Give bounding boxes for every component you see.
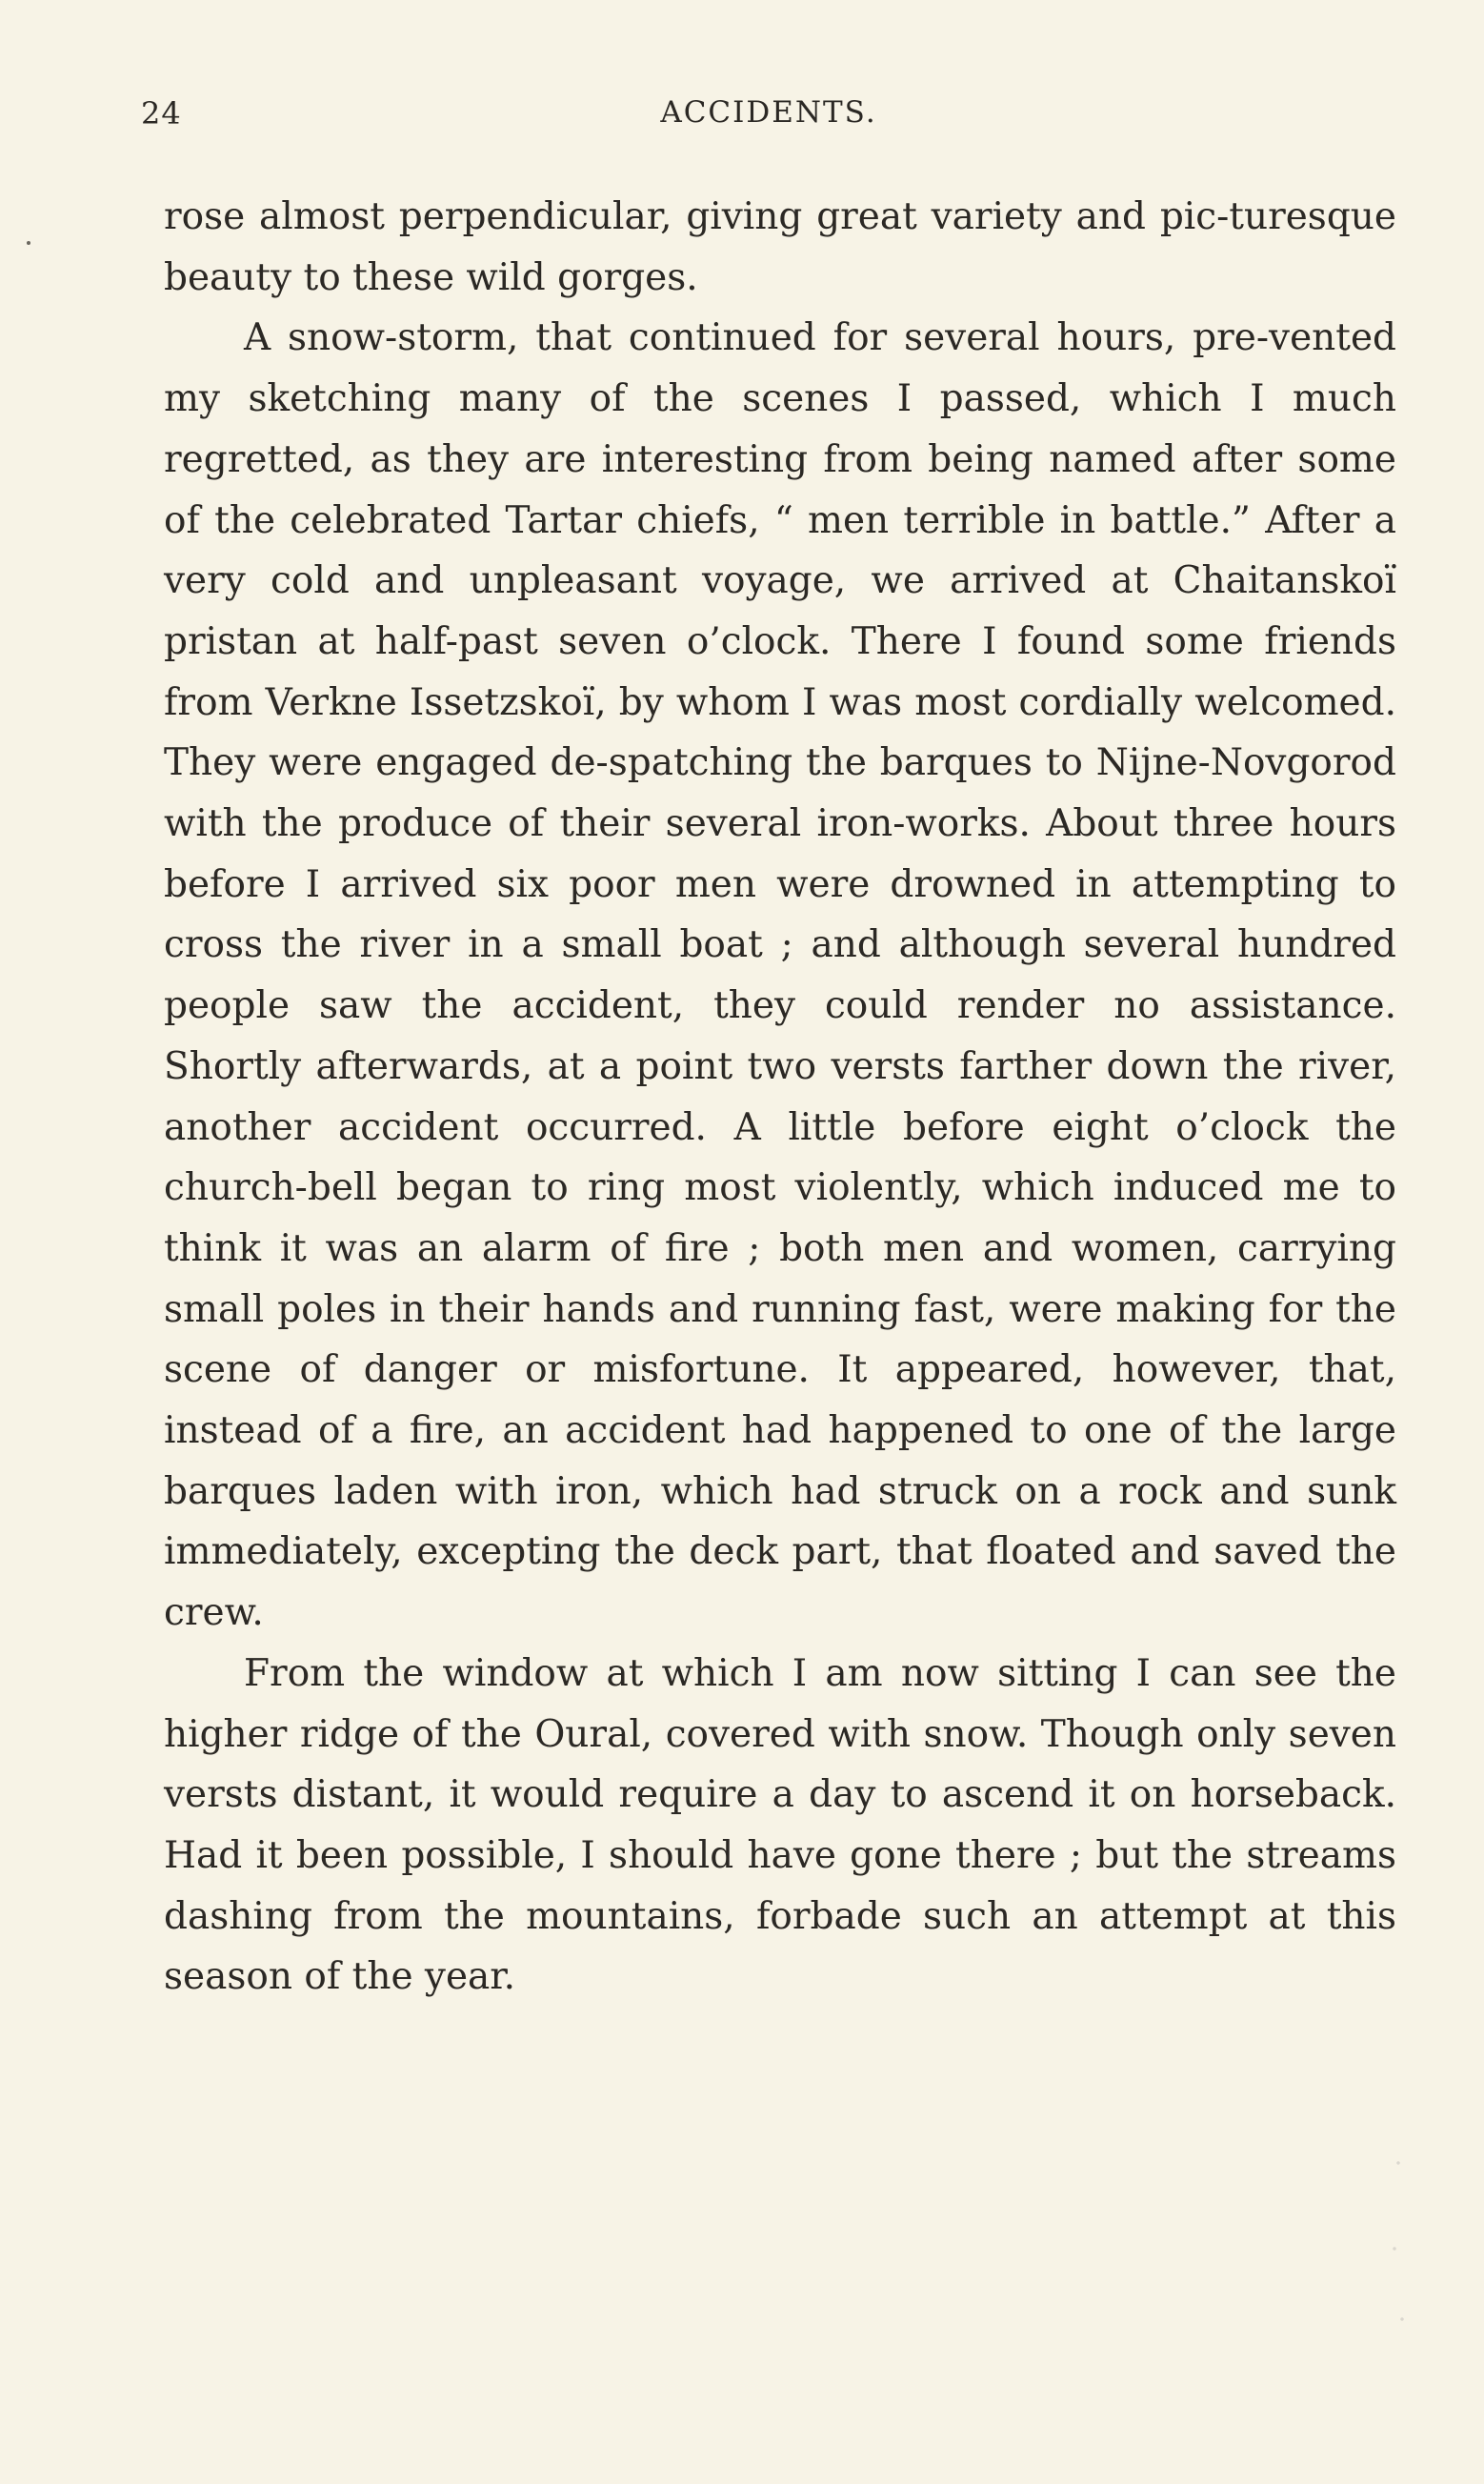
running-head: ACCIDENTS. (660, 95, 877, 130)
paragraph: From the window at which I am now sitting I can see the higher ridge of the Oural, covered with snow. Though only seven versts distant, it would require a day to ascend it on horseback. Had it been possible, I should have gone there ; but the streams dashing from the mountains, forbade such an attempt at this season of the year. (164, 1651, 1396, 1999)
body-text (164, 187, 1396, 2008)
paragraph: A snow-storm, that continued for several hours, pre-vented my sketching many of the scenes I passed, which I much regretted, as they are interesting from being named after some of the celebrated Tartar chiefs, “ men terrible in battle.” After a very cold and unpleasant voyage, we arrived at Chaitanskoï pristan at half-past seven o’clock. There I found some friends from Verkne Issetzskoï, by whom I was most cordially welcomed. They were engaged de-spatching the barques to Nijne-Novgorod with the produce of their several iron-works. About three hours before I arrived six poor men were drowned in attempting to cross the river in a small boat ; and although several hundred people saw the accident, they could render no assistance. Shortly afterwards, at a point two versts farther down the river, another accident occurred. A little before eight o’clock the church-bell began to ring most violently, which induced me to think it was an alarm of fire ; both men and women, carrying small poles in their hands and running fast, were making for the scene of danger or misfortune. It appeared, however, that, instead of a fire, an accident had happened to one of the large barques laden with iron, which had struck on a rock and sunk immediately, excepting the deck part, that floated and saved the crew. (164, 316, 1396, 1635)
margin-mark (27, 241, 30, 245)
paragraph-continued: rose almost perpendicular, giving great variety and pic-turesque beauty to these wild gorges. (164, 195, 1396, 299)
paper-specks (1389, 2144, 1408, 2334)
page-number: 24 (141, 95, 182, 131)
page-header (141, 95, 1396, 133)
